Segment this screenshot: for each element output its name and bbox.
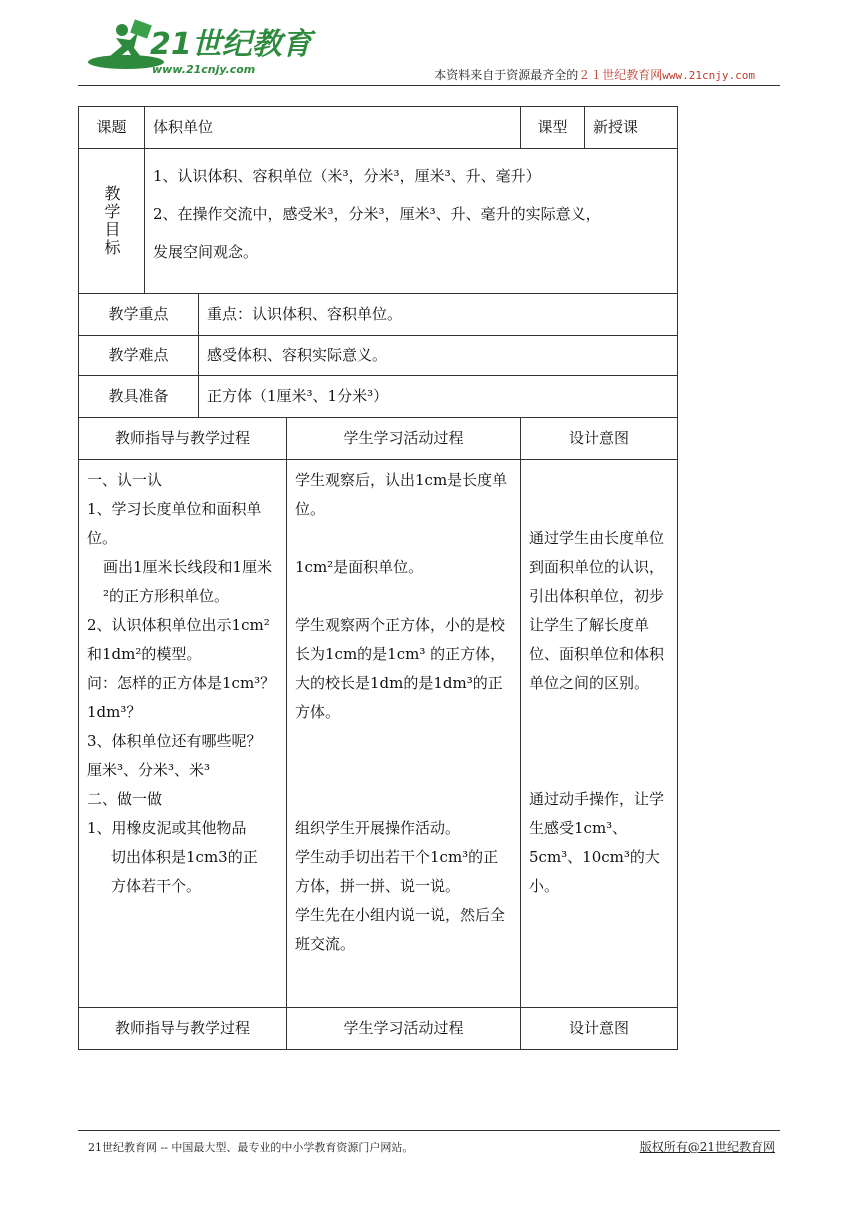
footer-copyright-link[interactable]: 版权所有@21世纪教育网 — [639, 1140, 775, 1154]
teacher-line: 切出体积是1cm3的正 — [111, 848, 258, 866]
footer-tagline: 21世纪教育网 -- 中国最大型、最专业的中小学教育资源门户网站。 — [88, 1141, 414, 1154]
process-row — [79, 460, 678, 1008]
teacher-line: 方体若干个。 — [111, 877, 202, 895]
student-line: 组织学生开展操作活动。 — [295, 819, 461, 837]
type-label: 课型 — [521, 107, 585, 149]
teacher-line: 厘米³、分米³、米³ — [87, 761, 211, 779]
page-header — [0, 0, 860, 90]
teacher-line: 2、认识体积单位出示1cm²和1dm²的模型。 — [87, 616, 270, 663]
column-footer-row — [79, 1008, 678, 1050]
difficult-label: 教学难点 — [79, 336, 199, 376]
goal-content — [145, 149, 678, 294]
col-header-student: 学生学习活动过程 — [287, 418, 521, 460]
header-divider — [78, 85, 780, 86]
goal-line-2: 2、在操作交流中，感受米³，分米³，厘米³、升、毫升的实际意义， — [153, 205, 601, 223]
header-note — [434, 66, 755, 83]
design-line: 通过动手操作，让学生感受1cm³、5cm³、10cm³的大小。 — [529, 790, 665, 895]
goal-label-cell — [79, 149, 145, 294]
teacher-line: 1、用橡皮泥或其他物品 — [87, 819, 247, 837]
topic-value: 体积单位 — [145, 107, 521, 149]
teacher-line: 二、做一做 — [87, 790, 163, 808]
teacher-line: 1、学习长度单位和面积单位。 — [87, 500, 262, 547]
tools-row — [79, 376, 678, 418]
footer-divider — [78, 1130, 780, 1131]
key-value: 重点：认识体积、容积单位。 — [199, 294, 678, 336]
col-header-design: 设计意图 — [521, 418, 678, 460]
key-row — [79, 294, 678, 336]
svg-text:21世纪教育: 21世纪教育 — [150, 27, 312, 62]
difficult-value: 感受体积、容积实际意义。 — [199, 336, 678, 376]
design-line: 通过学生由长度单位到面积单位的认识，引出体积单位，初步让学生了解长度单位、面积单位和体积单位之间的区别。 — [529, 529, 665, 692]
goal-line-3: 发展空间观念。 — [153, 243, 259, 261]
teacher-line: 一、认一认 — [87, 471, 163, 489]
teacher-line: 画出1厘米长线段和1厘米²的正方形积单位。 — [103, 558, 273, 605]
col-footer-design: 设计意图 — [521, 1008, 678, 1050]
teacher-line: 3、体积单位还有哪些呢？ — [87, 732, 262, 750]
header-note-brand[interactable]: ２１世纪教育网 — [578, 68, 663, 82]
tools-value: 正方体（1厘米³、1分米³） — [199, 376, 678, 418]
lesson-plan-table — [78, 106, 678, 1050]
type-value: 新授课 — [585, 107, 678, 149]
goal-row — [79, 149, 678, 294]
student-line: 1cm²是面积单位。 — [295, 558, 424, 576]
site-logo — [86, 18, 312, 80]
header-note-prefix: 本资料来自于资源最齐全的 — [434, 68, 579, 82]
student-process — [287, 460, 521, 1008]
student-line: 学生观察两个正方体，小的是校长为1cm的是1cm³ 的正方体，大的校长是1dm的是1dm³的正方体。 — [295, 616, 506, 721]
student-line: 学生动手切出若干个1cm³的正方体，拼一拼、说一说。 — [295, 848, 499, 895]
col-footer-teacher: 教师指导与教学过程 — [79, 1008, 287, 1050]
col-header-teacher: 教师指导与教学过程 — [79, 418, 287, 460]
header-note-url[interactable]: www.21cnjy.com — [662, 69, 755, 82]
svg-text:www.21cnjy.com: www.21cnjy.com — [152, 63, 256, 76]
column-header-row — [79, 418, 678, 460]
student-line: 学生观察后，认出1cm是长度单位。 — [295, 471, 508, 518]
topic-label: 课题 — [79, 107, 145, 149]
key-label: 教学重点 — [79, 294, 199, 336]
goal-line-1: 1、认识体积、容积单位（米³，分米³，厘米³、升、毫升） — [153, 167, 541, 185]
difficult-row — [79, 336, 678, 376]
teacher-process — [79, 460, 287, 1008]
goal-label: 教学目标 — [102, 185, 121, 257]
student-line: 学生先在小组内说一说，然后全班交流。 — [295, 906, 506, 953]
topic-row — [79, 107, 678, 149]
design-intent — [521, 460, 678, 1008]
col-footer-student: 学生学习活动过程 — [287, 1008, 521, 1050]
tools-label: 教具准备 — [79, 376, 199, 418]
teacher-line: 问：怎样的正方体是1cm³？1dm³？ — [87, 674, 276, 721]
